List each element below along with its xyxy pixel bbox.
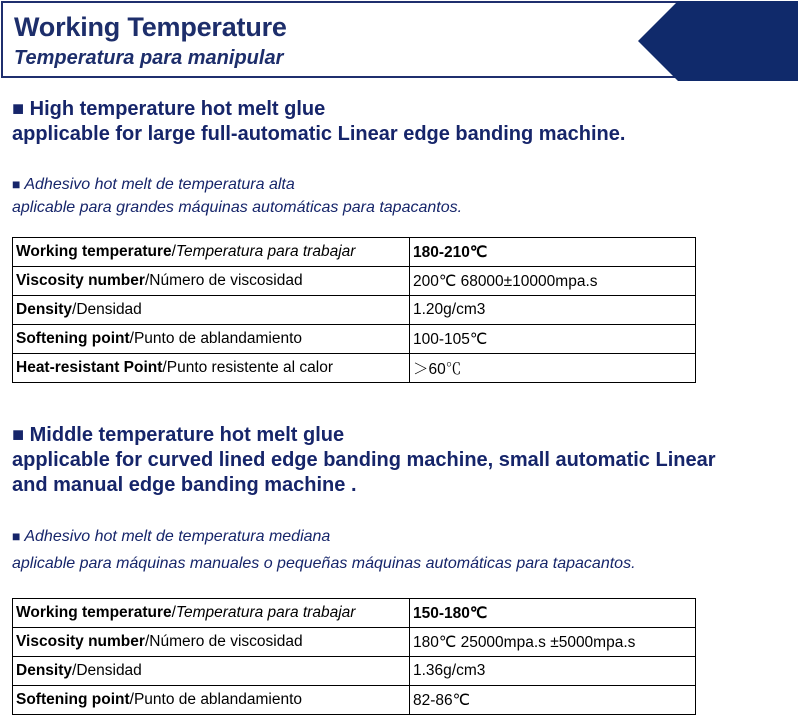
table-row [13,686,696,715]
section1-spanish-text: Adhesivo hot melt de temperatura alta [24,176,295,193]
page-subtitle: Temperatura para manipular [14,47,284,69]
row-value: ＞60℃ [410,354,696,383]
section1-title: ■ High temperature hot melt glue [12,98,326,120]
row-value: 150-180℃ [410,599,696,628]
label-es: Densidad [76,301,142,318]
section1-spanish-line2: aplicable para grandes máquinas automáticas para tapacantos. [12,199,463,216]
label-es: Número de viscosidad [149,633,303,650]
label-en: Softening point [16,691,130,708]
label-es: Número de viscosidad [149,272,303,289]
label-es: Densidad [76,662,142,679]
section2-title-line3: and manual edge banding machine . [12,474,357,496]
row-value: 82-86℃ [410,686,696,715]
section2-spanish-text: Adhesivo hot melt de temperatura mediana [24,528,331,545]
row-value: 1.36g/cm3 [410,657,696,686]
table-row [13,628,696,657]
table-row [13,325,696,354]
section2-spanish-line1 [12,524,330,549]
table-row [13,267,696,296]
label-es: Punto de ablandamiento [133,330,303,347]
row-label: Viscosity number/Número de viscosidad [13,267,410,296]
section1-spec-table [12,237,696,383]
label-en: Density [16,301,72,318]
label-es: Punto resistente al calor [166,359,334,376]
row-label: Working temperature/Temperatura para trabajar [13,238,410,267]
label-es: Punto de ablandamiento [133,691,303,708]
label-es: Temperatura para trabajar [175,604,356,621]
table-row [13,354,696,383]
table-row [13,657,696,686]
section1-spanish-line1 [12,172,295,197]
section2-title-line2: applicable for curved lined edge banding machine, small automatic Linear [12,449,716,471]
label-en: Working temperature [16,243,172,260]
page-header [1,1,798,78]
table-row [13,296,696,325]
label-en: Viscosity number [16,633,145,650]
table-row [13,238,696,267]
label-en: Density [16,662,72,679]
label-en: Softening point [16,330,130,347]
row-value: 1.20g/cm3 [410,296,696,325]
row-label: Density/Densidad [13,657,410,686]
row-label: Viscosity number/Número de viscosidad [13,628,410,657]
section2-spec-table [12,598,696,715]
table-row [13,599,696,628]
row-label: Working temperature/Temperatura para trabajar [13,599,410,628]
row-label: Heat-resistant Point/Punto resistente al calor [13,354,410,383]
page-title: Working Temperature [14,12,287,42]
label-en: Working temperature [16,604,172,621]
label-en: Viscosity number [16,272,145,289]
section2-title: ■ Middle temperature hot melt glue [12,424,345,446]
section2-spanish-line2: aplicable para máquinas manuales o pequeñas máquinas automáticas para tapacantos. [12,555,636,572]
bullet-square-icon: ■ [12,528,25,544]
row-label: Density/Densidad [13,296,410,325]
label-es: Temperatura para trabajar [175,243,356,260]
row-value: 180-210℃ [410,238,696,267]
bullet-square-icon: ■ [12,176,25,192]
row-label: Softening point/Punto de ablandamiento [13,686,410,715]
row-label: Softening point/Punto de ablandamiento [13,325,410,354]
header-corner-shape [638,1,798,81]
row-value: 180℃ 25000mpa.s ±5000mpa.s [410,628,696,657]
row-value: 100-105℃ [410,325,696,354]
row-value: 200℃ 68000±10000mpa.s [410,267,696,296]
section1-title-line2: applicable for large full-automatic Linear edge banding machine. [12,123,626,145]
label-en: Heat-resistant Point [16,359,163,376]
